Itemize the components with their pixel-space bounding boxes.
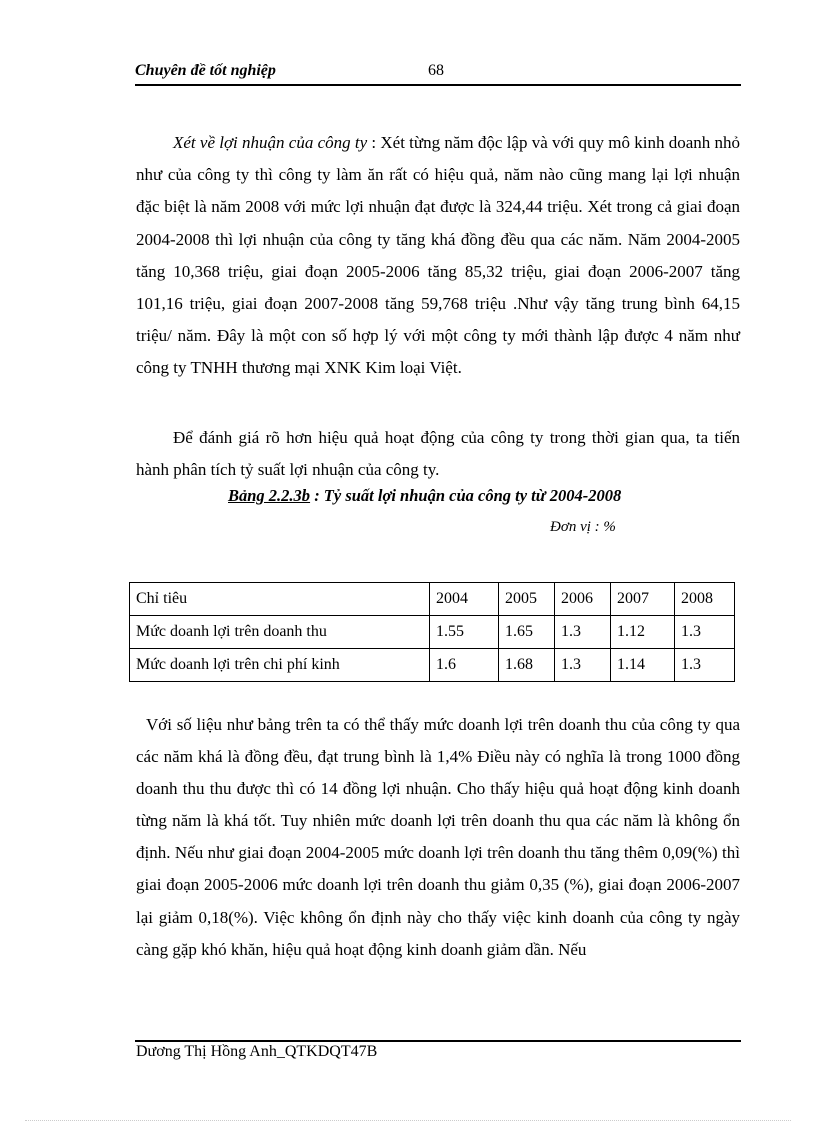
- table-caption-text: : Tỷ suất lợi nhuận của công ty từ 2004-2008: [310, 486, 622, 505]
- table-cell: 1.6: [430, 649, 499, 682]
- table-header-cell: Chỉ tiêu: [130, 583, 430, 616]
- table-cell: 1.3: [675, 616, 735, 649]
- table-cell: 1.14: [611, 649, 675, 682]
- table-header-cell: 2007: [611, 583, 675, 616]
- table-header-cell: 2006: [555, 583, 611, 616]
- table-caption: [228, 486, 621, 506]
- table-cell: 1.12: [611, 616, 675, 649]
- table-header-cell: 2008: [675, 583, 735, 616]
- page-header: [135, 62, 741, 86]
- table-row: [130, 616, 735, 649]
- paragraph-profit-body: : Xét từng năm độc lập và với quy mô kinh doanh nhỏ như của công ty thì công ty làm ăn rất có hiệu quả, năm nào cũng mang lại lợi nhuận đặc biệt là năm 2008 với mức lợi nhuận đạt được là 324,44 triệu. Xét trong cả giai đoạn 2004-2008 thì lợi nhuận của công ty tăng khá đồng đều qua các năm. Năm 2004-2005 tăng 10,368 triệu, giai đoạn 2005-2006 tăng 85,32 triệu, giai đoạn 2006-2007 tăng 101,16 triệu, giai đoạn 2007-2008 tăng 59,768 triệu .Như vậy tăng trung bình 64,15 triệu/ năm. Đây là một con số hợp lý với một công ty mới thành lập được 4 năm như công ty TNHH thương mại XNK Kim loại Việt.: [136, 133, 740, 378]
- table-cell: 1.3: [555, 616, 611, 649]
- profit-ratio-table: [129, 582, 735, 682]
- header-title: Chuyên đề tốt nghiệp: [135, 62, 276, 79]
- table-header-row: [130, 583, 735, 616]
- table-header-cell: 2004: [430, 583, 499, 616]
- table-row: [130, 649, 735, 682]
- table-cell: 1.3: [675, 649, 735, 682]
- paragraph-intro-table: Để đánh giá rõ hơn hiệu quả hoạt động của công ty trong thời gian qua, ta tiến hành phân tích tỷ suất lợi nhuận của công ty.: [136, 428, 740, 480]
- footer-divider: [135, 1040, 741, 1042]
- page-bottom-border: [25, 1120, 791, 1121]
- paragraph-analysis: Với số liệu như bảng trên ta có thể thấy mức doanh lợi trên doanh thu của công ty qua các năm khá là đồng đều, đạt trung bình là 1,4% Điều này có nghĩa là trong 1000 đồng doanh thu thu được thì có 14 đồng lợi nhuận. Cho thấy hiệu quả hoạt động kinh doanh từng năm là khá tốt. Tuy nhiên mức doanh lợi trên doanh thu qua các năm là không ổn định. Nếu như giai đoạn 2004-2005 mức doanh lợi trên doanh thu tăng thêm 0,09(%) thì giai đoạn 2005-2006 mức doanh lợi trên doanh thu giảm 0,35 (%), giai đoạn 2006-2007 lại giảm 0,18(%). Việc không ổn định này cho thấy việc kinh doanh của công ty ngày càng gặp khó khăn, hiệu quả hoạt động kinh doanh giảm dần. Nếu: [136, 715, 740, 959]
- table-cell: 1.65: [499, 616, 555, 649]
- table-caption-label: Bảng 2.2.3b: [228, 486, 311, 505]
- unit-label: Đơn vị : %: [550, 519, 616, 535]
- paragraph-profit: [136, 127, 740, 385]
- table-cell: Mức doanh lợi trên doanh thu: [130, 616, 430, 649]
- table-header-cell: 2005: [499, 583, 555, 616]
- table-cell: Mức doanh lợi trên chi phí kinh: [130, 649, 430, 682]
- paragraph-profit-lead: Xét về lợi nhuận của công ty: [173, 133, 368, 152]
- footer-author: Dương Thị Hồng Anh_QTKDQT47B: [136, 1043, 378, 1060]
- table-cell: 1.55: [430, 616, 499, 649]
- page-number: 68: [428, 62, 444, 79]
- table-cell: 1.3: [555, 649, 611, 682]
- table-cell: 1.68: [499, 649, 555, 682]
